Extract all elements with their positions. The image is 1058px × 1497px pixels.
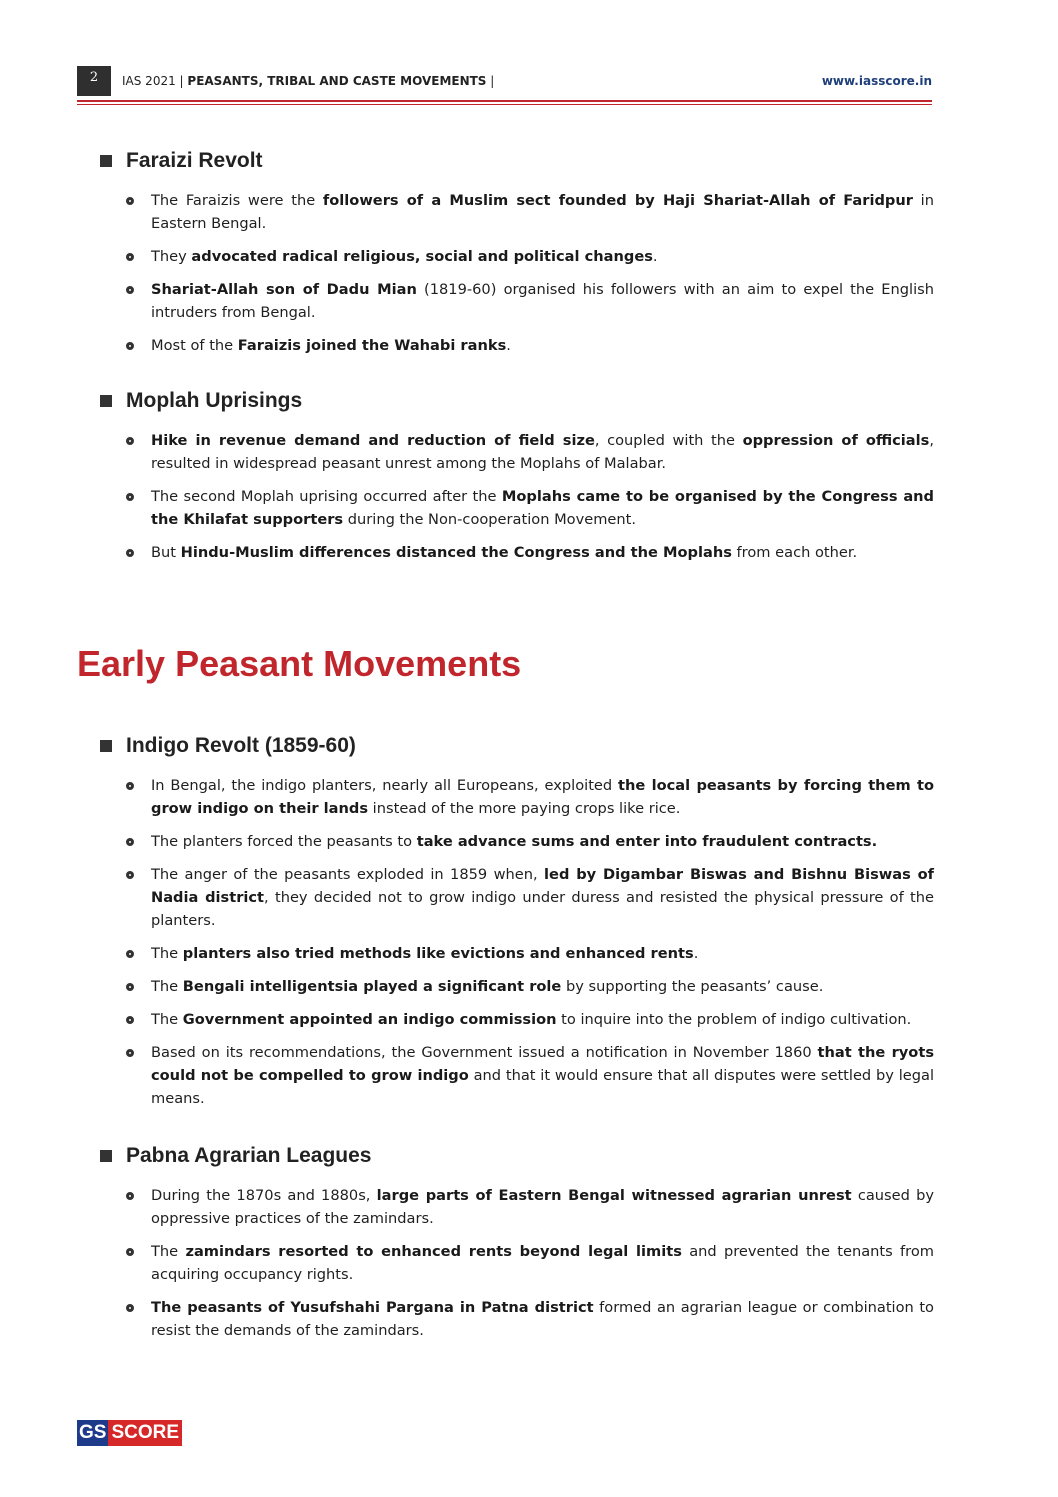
- bottom-content: [100, 730, 934, 1352]
- list-item: The planters also tried methods like evictions and enhanced rents.: [100, 942, 934, 965]
- circle-bullet-icon: [126, 437, 134, 445]
- list-item: Hike in revenue demand and reduction of field size, coupled with the oppression of officials, resulted in widespread peasant unrest among the Moplahs of Malabar.: [100, 429, 934, 475]
- circle-bullet-icon: [126, 1304, 134, 1312]
- section: [100, 1140, 934, 1342]
- list-item: The anger of the peasants exploded in 1859 when, led by Digambar Biswas and Bishnu Biswas of Nadia district, they decided not to grow indigo under duress and resisted the physical pressure of the planters.: [100, 863, 934, 932]
- list-item: But Hindu-Muslim differences distanced the Congress and the Moplahs from each other.: [100, 541, 934, 564]
- section-heading: Pabna Agrarian Leagues: [100, 1140, 934, 1172]
- list-item: The Bengali intelligentsia played a significant role by supporting the peasants’ cause.: [100, 975, 934, 998]
- page-header: [77, 66, 932, 100]
- list-item: The Faraizis were the followers of a Muslim sect founded by Haji Shariat-Allah of Faridpur in Eastern Bengal.: [100, 189, 934, 235]
- section-heading: Indigo Revolt (1859-60): [100, 730, 934, 762]
- list-item: Shariat-Allah son of Dadu Mian (1819-60) organised his followers with an aim to expel the English intruders from Bengal.: [100, 278, 934, 324]
- circle-bullet-icon: [126, 838, 134, 846]
- circle-bullet-icon: [126, 197, 134, 205]
- square-bullet-icon: [100, 740, 112, 752]
- section-heading: Moplah Uprisings: [100, 385, 934, 417]
- circle-bullet-icon: [126, 1016, 134, 1024]
- square-bullet-icon: [100, 1150, 112, 1162]
- section: [100, 145, 934, 357]
- circle-bullet-icon: [126, 1192, 134, 1200]
- square-bullet-icon: [100, 155, 112, 167]
- bullet-list: [100, 774, 934, 1110]
- circle-bullet-icon: [126, 983, 134, 991]
- bullet-list: [100, 189, 934, 357]
- header-title: IAS 2021 | PEASANTS, TRIBAL AND CASTE MOVEMENTS |: [122, 74, 495, 88]
- list-item: The zamindars resorted to enhanced rents beyond legal limits and prevented the tenants from acquiring occupancy rights.: [100, 1240, 934, 1286]
- list-item: The planters forced the peasants to take advance sums and enter into fraudulent contracts.: [100, 830, 934, 853]
- bullet-list: [100, 1184, 934, 1342]
- section: [100, 730, 934, 1110]
- circle-bullet-icon: [126, 1049, 134, 1057]
- section-heading: Faraizi Revolt: [100, 145, 934, 177]
- circle-bullet-icon: [126, 950, 134, 958]
- circle-bullet-icon: [126, 871, 134, 879]
- list-item: The Government appointed an indigo commission to inquire into the problem of indigo cultivation.: [100, 1008, 934, 1031]
- list-item: The second Moplah uprising occurred after the Moplahs came to be organised by the Congress and the Khilafat supporters during the Non-cooperation Movement.: [100, 485, 934, 531]
- circle-bullet-icon: [126, 782, 134, 790]
- page-number: 2: [77, 66, 111, 96]
- gsscore-logo: GS SCORE: [77, 1420, 182, 1446]
- circle-bullet-icon: [126, 286, 134, 294]
- circle-bullet-icon: [126, 253, 134, 261]
- square-bullet-icon: [100, 395, 112, 407]
- list-item: Based on its recommendations, the Government issued a notification in November 1860 that the ryots could not be compelled to grow indigo and that it would ensure that all disputes were settled by legal means.: [100, 1041, 934, 1110]
- header-rule-thin: [77, 104, 932, 105]
- circle-bullet-icon: [126, 493, 134, 501]
- bullet-list: [100, 429, 934, 564]
- list-item: They advocated radical religious, social and political changes.: [100, 245, 934, 268]
- header-rule: [77, 100, 932, 102]
- top-content: [100, 145, 934, 574]
- list-item: In Bengal, the indigo planters, nearly all Europeans, exploited the local peasants by forcing them to grow indigo on their lands instead of the more paying crops like rice.: [100, 774, 934, 820]
- circle-bullet-icon: [126, 342, 134, 350]
- chapter-title: Early Peasant Movements: [77, 643, 522, 684]
- circle-bullet-icon: [126, 1248, 134, 1256]
- circle-bullet-icon: [126, 549, 134, 557]
- list-item: During the 1870s and 1880s, large parts of Eastern Bengal witnessed agrarian unrest caused by oppressive practices of the zamindars.: [100, 1184, 934, 1230]
- list-item: Most of the Faraizis joined the Wahabi ranks.: [100, 334, 934, 357]
- list-item: The peasants of Yusufshahi Pargana in Patna district formed an agrarian league or combination to resist the demands of the zamindars.: [100, 1296, 934, 1342]
- section: [100, 385, 934, 564]
- header-url[interactable]: www.iasscore.in: [821, 74, 932, 88]
